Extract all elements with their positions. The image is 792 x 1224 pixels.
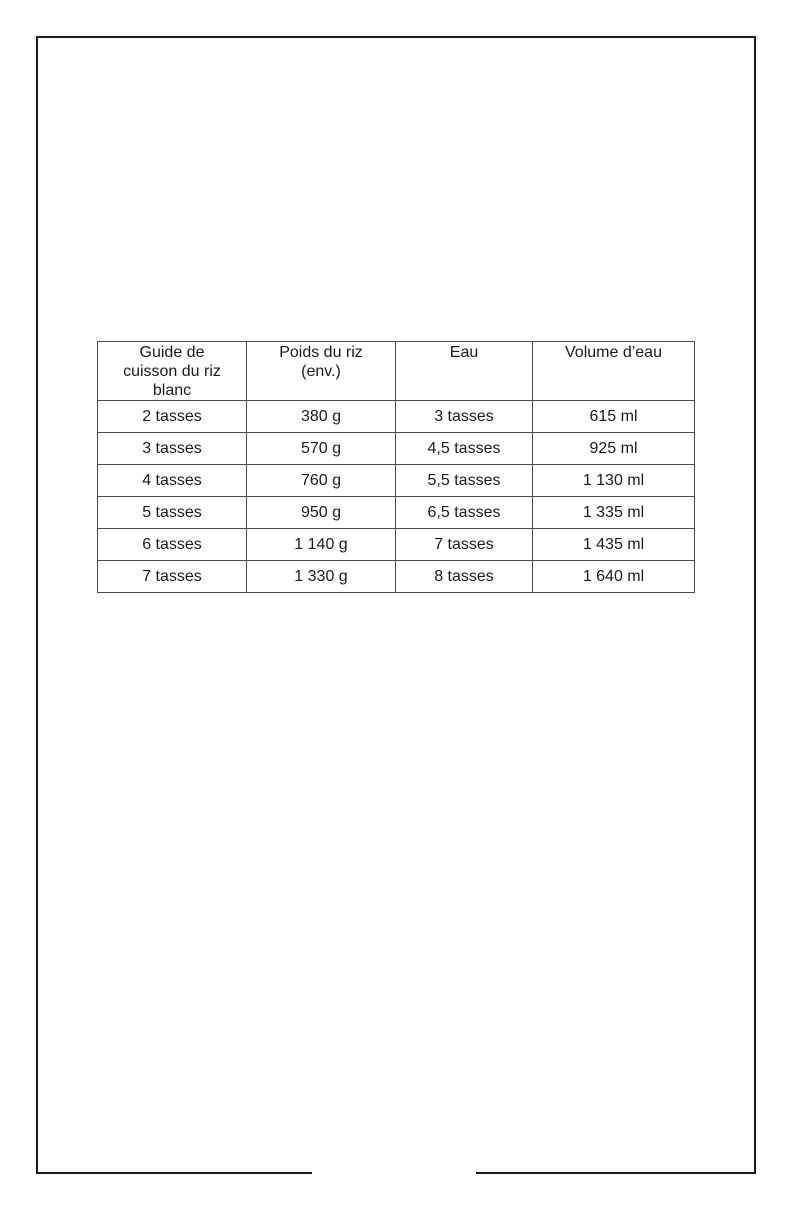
table-header-row [98, 342, 695, 401]
table-cell: 1 435 ml [533, 529, 695, 561]
table-cell: 1 140 g [247, 529, 396, 561]
table-row [98, 529, 695, 561]
header-cell-weight: Poids du riz (env.) [247, 342, 396, 401]
table-cell: 380 g [247, 401, 396, 433]
table-cell: 3 tasses [396, 401, 533, 433]
table-cell: 3 tasses [98, 433, 247, 465]
table-cell: 1 640 ml [533, 561, 695, 593]
table-cell: 6 tasses [98, 529, 247, 561]
header-cell-water-volume: Volume d’eau [533, 342, 695, 401]
table-row [98, 401, 695, 433]
table-cell: 4,5 tasses [396, 433, 533, 465]
table-cell: 5 tasses [98, 497, 247, 529]
rice-cooking-table [97, 341, 695, 593]
page-border [36, 36, 756, 1174]
header-cell-guide: Guide de cuisson du riz blanc [98, 342, 247, 401]
table-cell: 7 tasses [396, 529, 533, 561]
table-cell: 8 tasses [396, 561, 533, 593]
bottom-border-right [476, 1172, 756, 1174]
header-cell-water: Eau [396, 342, 533, 401]
table-row [98, 561, 695, 593]
table-cell: 1 130 ml [533, 465, 695, 497]
table-cell: 760 g [247, 465, 396, 497]
table-cell: 570 g [247, 433, 396, 465]
table-row [98, 497, 695, 529]
bottom-border-left [36, 1172, 312, 1174]
table-row [98, 433, 695, 465]
table-cell: 6,5 tasses [396, 497, 533, 529]
table-cell: 1 330 g [247, 561, 396, 593]
table-cell: 1 335 ml [533, 497, 695, 529]
table-cell: 925 ml [533, 433, 695, 465]
table-cell: 950 g [247, 497, 396, 529]
table-row [98, 465, 695, 497]
table-cell: 2 tasses [98, 401, 247, 433]
table-cell: 7 tasses [98, 561, 247, 593]
table-cell: 615 ml [533, 401, 695, 433]
table-cell: 5,5 tasses [396, 465, 533, 497]
table-cell: 4 tasses [98, 465, 247, 497]
